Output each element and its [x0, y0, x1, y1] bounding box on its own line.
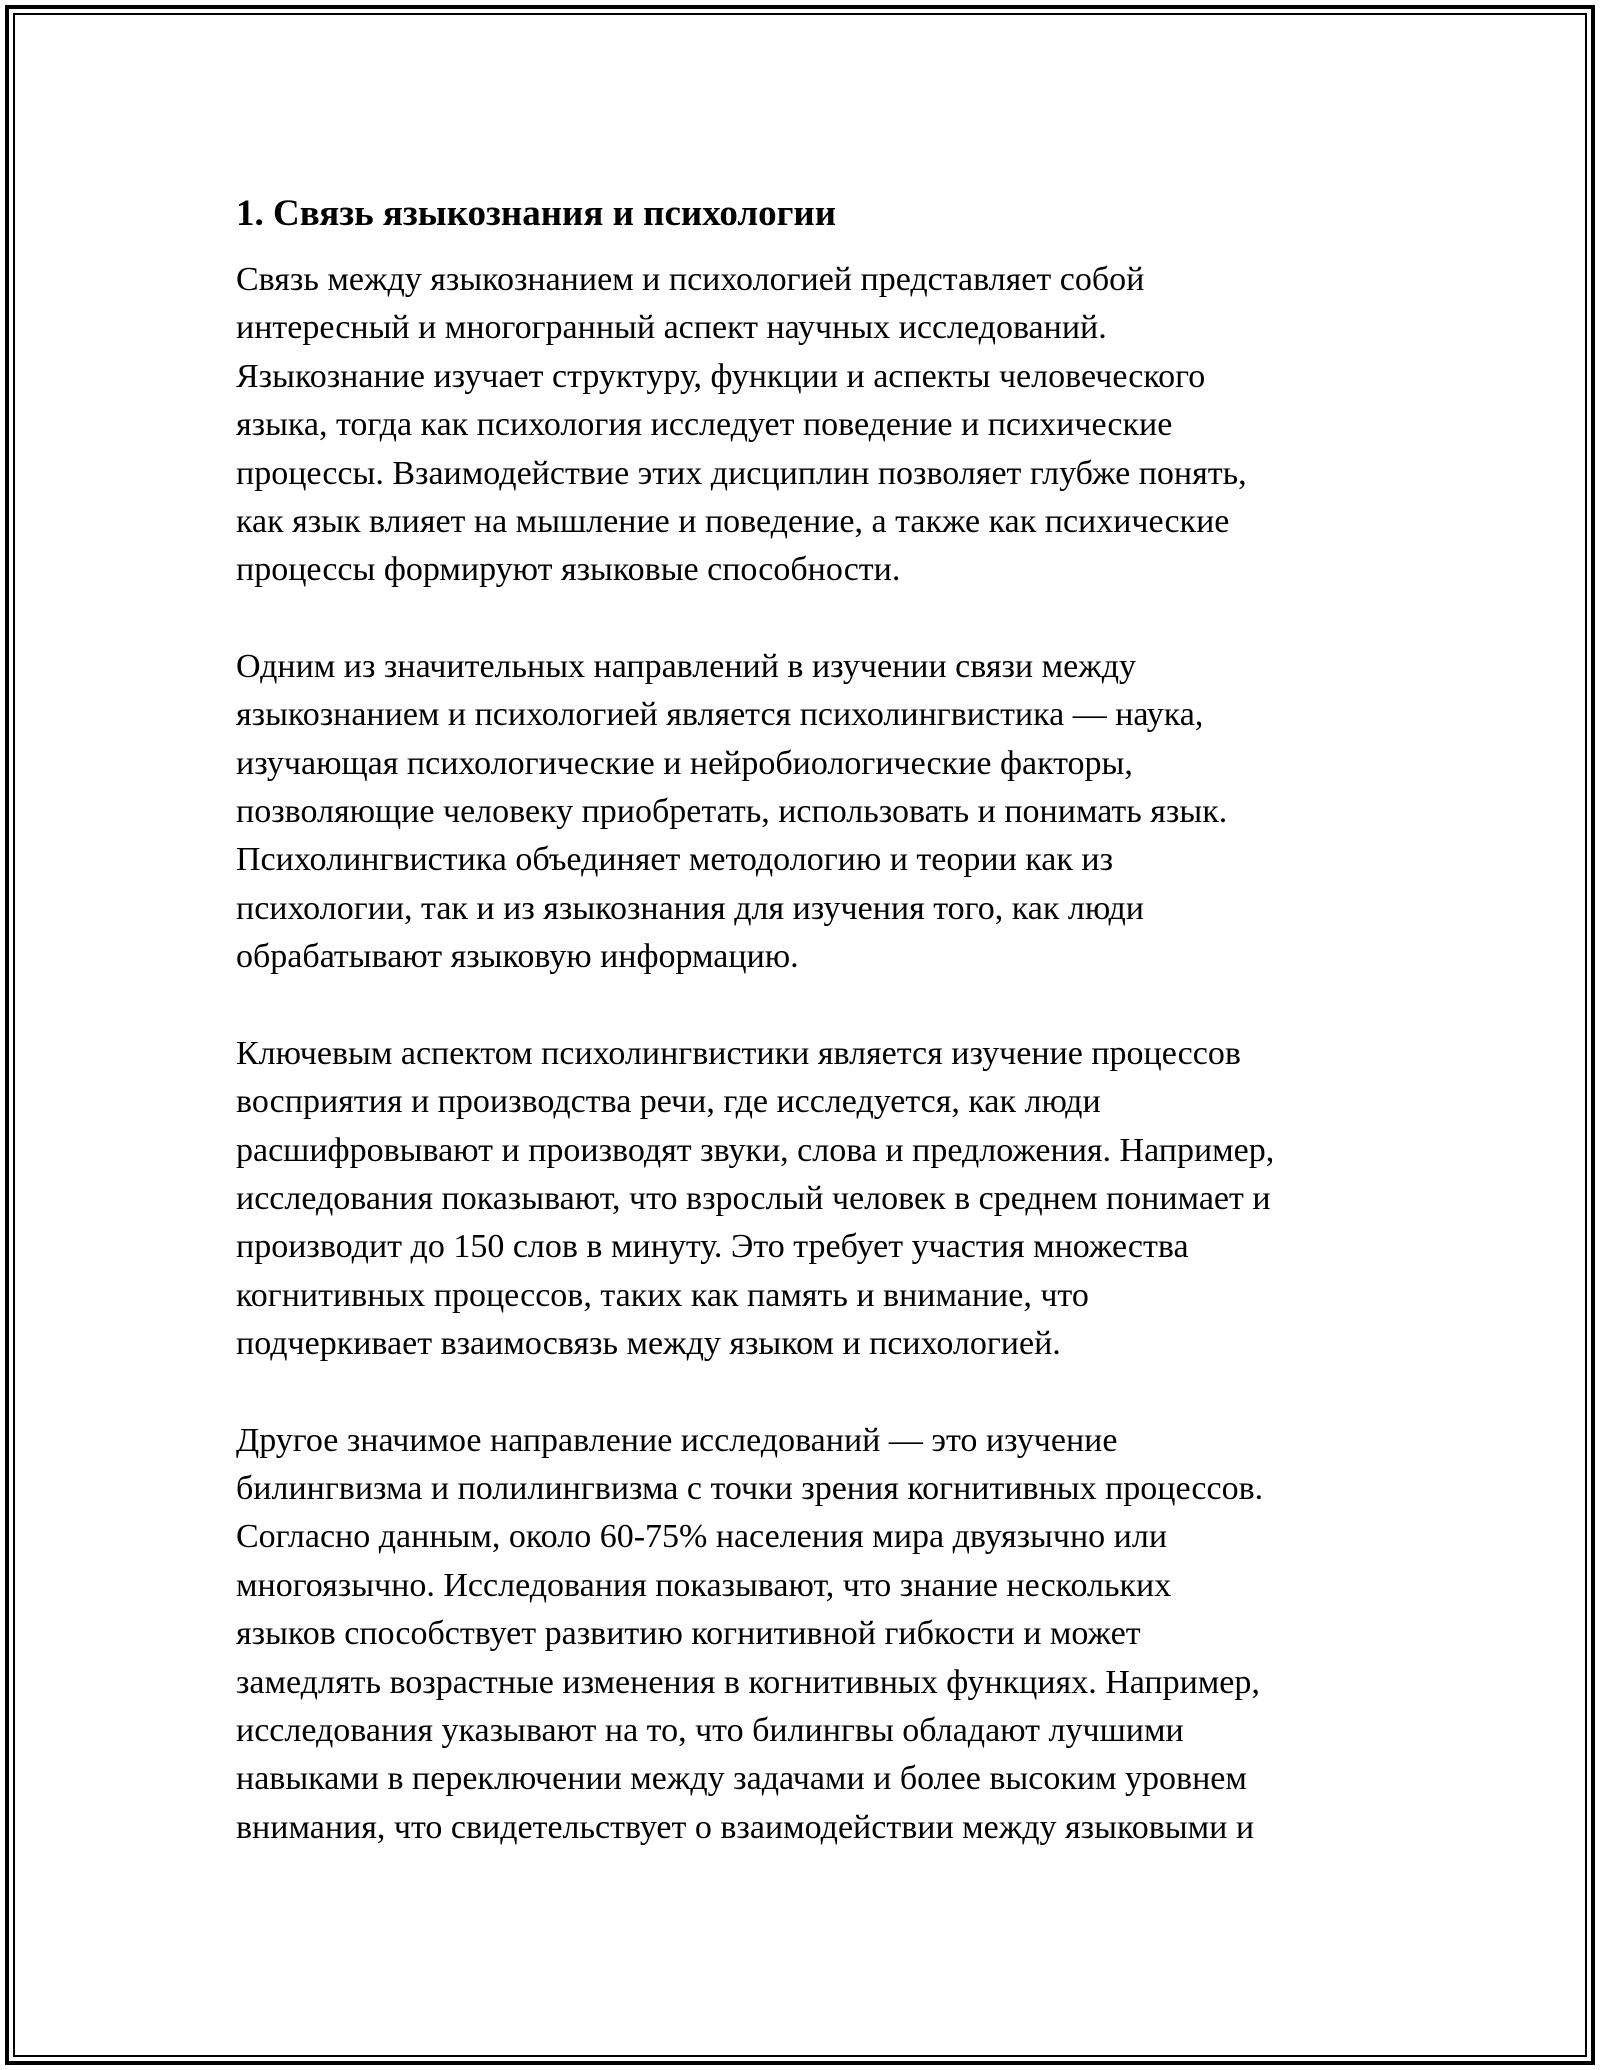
paragraph-line: подчеркивает взаимосвязь между языком и психологией. [236, 1325, 1061, 1363]
paragraph-line: изучающая психологические и нейробиологические факторы, [236, 744, 1133, 782]
paragraph-line: многоязычно. Исследования показывают, что знание нескольких [236, 1566, 1172, 1604]
paragraph-line: обрабатывают языковую информацию. [236, 938, 799, 976]
paragraph-line: позволяющие человеку приобретать, использовать и понимать язык. [236, 793, 1228, 831]
paragraph-line: Связь между языкознанием и психологией представляет собой [236, 261, 1145, 298]
paragraph-line: Ключевым аспектом психолингвистики является изучение процессов [236, 1034, 1241, 1072]
paragraph-line: Согласно данным, около 60-75% населения мира двуязычно или [236, 1518, 1168, 1556]
paragraph-line: Другое значимое направление исследований — это изучение [236, 1421, 1118, 1459]
paragraph-line: языков способствует развитию когнитивной гибкости и может [236, 1615, 1141, 1653]
section-heading: 1. Связь языкознания и психологии [236, 193, 837, 234]
paragraph-line: Психолингвистика объединяет методологию и теории как из [236, 841, 1114, 879]
paragraph-line: расшифровывают и производят звуки, слова и предложения. Например, [236, 1131, 1275, 1169]
paragraph-line: языкознанием и психологией является психолингвистика — наука, [236, 696, 1204, 734]
paragraph-line: интересный и многогранный аспект научных исследований. [236, 309, 1107, 347]
body-paragraph [236, 256, 1376, 595]
paragraph-line: замедлять возрастные изменения в когнитивных функциях. Например, [236, 1663, 1260, 1701]
paragraph-line: Языкознание изучает структуру, функции и аспекты человеческого [236, 357, 1206, 395]
paragraph-line: восприятия и производства речи, где исследуется, как люди [236, 1083, 1101, 1121]
body-paragraph [236, 643, 1376, 982]
paragraph-line: исследования указывают на то, что билингвы обладают лучшими [236, 1711, 1184, 1749]
body-paragraph [236, 1417, 1376, 1853]
paragraph-list [236, 256, 1376, 1852]
paragraph-line: билингвизма и полилингвизма с точки зрения когнитивных процессов. [236, 1469, 1264, 1507]
paragraph-line: психологии, так и из языкознания для изучения того, как люди [236, 889, 1144, 927]
paragraph-line: навыками в переключении между задачами и более высоким уровнем [236, 1760, 1247, 1798]
paragraph-line: когнитивных процессов, таких как память и внимание, что [236, 1276, 1089, 1314]
paragraph-line: как язык влияет на мышление и поведение, а также как психические [236, 503, 1230, 541]
paragraph-line: процессы формируют языковые способности. [236, 551, 901, 589]
paragraph-line: внимания, что свидетельствует о взаимодействии между языковыми и [236, 1808, 1255, 1846]
body-paragraph [236, 1030, 1376, 1369]
paragraph-line: процессы. Взаимодействие этих дисциплин позволяет глубже понять, [236, 454, 1247, 492]
paragraph-line: языка, тогда как психология исследует поведение и психические [236, 406, 1173, 444]
paragraph-line: производит до 150 слов в минуту. Это требует участия множества [236, 1228, 1189, 1266]
paragraph-line: Одним из значительных направлений в изучении связи между [236, 647, 1137, 685]
document-body [236, 188, 1376, 1900]
paragraph-line: исследования показывают, что взрослый человек в среднем понимает и [236, 1179, 1271, 1217]
